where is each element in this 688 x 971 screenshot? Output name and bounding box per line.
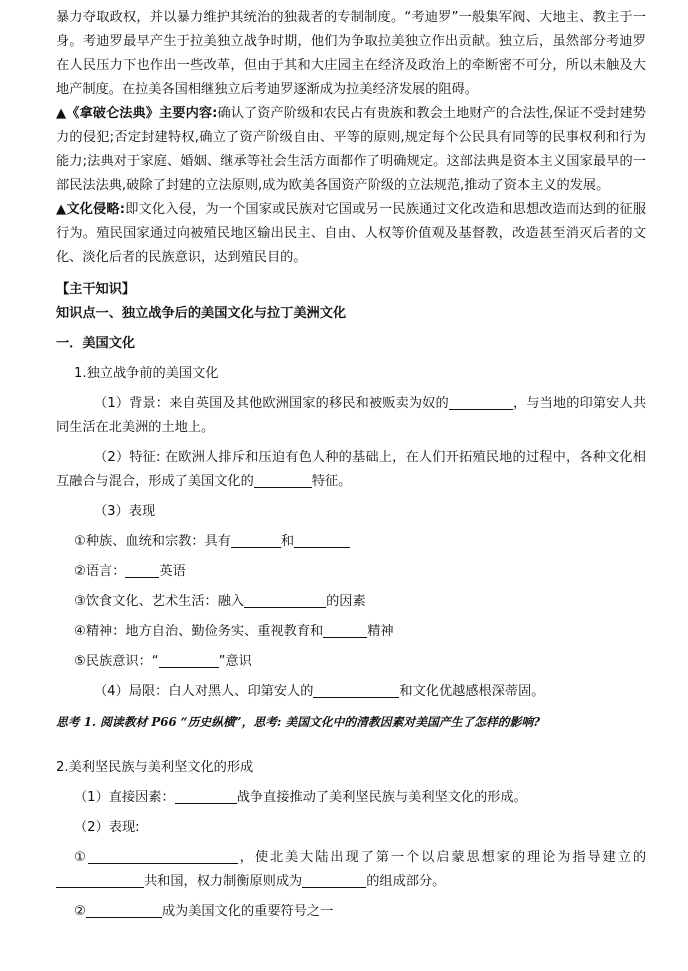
performance-item-language: ②语言： 英语 [74,564,186,579]
napoleonic-code-text: 确认了资产阶级和农民占有贵族和教会土地财产的合法性,保证不受封建势力的侵犯;否定封建特权,确立了资产阶级自由、平等的原则,规定每个公民具有同等的民事权利和行为能力;法典对于家庭、婚姻、继承等社会生活方面都作了明确规定。这部法典是资本主义国家最早的一部民法法典,破除了封建的立法原则,成为欧美各国资产阶级的立法规范,推动了资本主义的发展。 [56,106,646,193]
cultural-invasion-paragraph [56,198,646,270]
think-question-1: 思考 1. 阅读教材 P66 “历史纵横”，思考: 美国文化中的清教因素对美国产生了怎样的影响? [56,715,541,729]
cultural-invasion-text: 即文化入侵，为一个国家或民族对它国或另一民族通过文化改造和思想改造而达到的征服行为。殖民国家通过向被殖民地区输出民主、自由、人权等价值观及基督教，改造甚至消灭后者的文化、淡化后者的民族意识，达到殖民目的。 [56,202,647,265]
formation-item-1: ① ，使北美大陆出现了第一个以启蒙思想家的理论为指导建立的共和国，权力制衡原则成为 的组成部分。 [56,846,646,894]
performance-item-national-consciousness: ⑤民族意识：“ ”意识 [74,654,252,669]
spacer [56,734,646,756]
main-knowledge-heading: 【主干知识】 [56,282,136,297]
fill-blank[interactable] [294,532,350,548]
feature-item: （2）特征: 在欧洲人排斥和压迫有色人种的基础上，在人们开拓殖民地的过程中，各种文化相互融合与混合，形成了美国文化的 特征。 [56,450,646,489]
performance-item-race: ①种族、血统和宗教：具有 和 [56,530,646,554]
fill-blank[interactable] [231,532,281,548]
napoleonic-code-paragraph [56,102,646,198]
fill-blank[interactable] [254,472,312,488]
fill-blank[interactable] [159,652,219,668]
napoleonic-code-label: ▲《拿破仑法典》主要内容: [56,106,218,121]
fill-blank[interactable] [449,394,513,410]
performance-item-food-art: ③饮食文化、艺术生活：融入 的因素 [74,594,366,609]
fill-blank[interactable] [88,848,238,864]
spacer [56,270,646,278]
before-war-title: 1.独立战争前的美国文化 [74,366,219,381]
direct-factor-item: （1）直接因素： 战争直接推动了美利坚民族与美利坚文化的形成。 [74,790,527,805]
formation-title: 2.美利坚民族与美利坚文化的形成 [56,760,254,775]
american-culture-heading: 一．美国文化 [56,336,136,351]
cultural-invasion-label: ▲文化侵略: [56,202,126,217]
fill-blank[interactable] [323,622,367,638]
performance-item-spirit: ④精神：地方自治、勤俭务实、重视教育和 精神 [74,624,394,639]
background-item: （1）背景：来自英国及其他欧洲国家的移民和被贩卖为奴的 ，与当地的印第安人共同生活在北美洲的土地上。 [56,396,646,435]
performance-heading: （3）表现 [94,504,156,519]
limitation-item: （4）局限：白人对黑人、印第安人的 和文化优越感根深蒂固。 [94,684,545,699]
caudillo-paragraph: 暴力夺取政权，并以暴力维护其统治的独裁者的专制制度。“考迪罗”一般集军阀、大地主、教主于一身。考迪罗最早产生于拉美独立战争时期，他们为争取拉美独立作出贡献。独立后，虽然部分考迪罗在人民压力下也作出一些改革，但由于其和大庄园主在经济及政治上的牵断密不可分，所以未触及大地产制度。在拉美各国相继独立后考迪罗逐渐成为拉美经济发展的阻碍。 [56,10,646,97]
fill-blank[interactable] [125,562,159,578]
document-page [56,6,646,930]
fill-blank[interactable] [313,682,399,698]
fill-blank[interactable] [244,592,326,608]
fill-blank[interactable] [175,788,237,804]
formation-item-2: ② 成为美国文化的重要符号之一 [74,904,334,919]
fill-blank[interactable] [86,902,162,918]
fill-blank[interactable] [302,872,366,888]
formation-performance-heading: （2）表现: [74,820,140,835]
knowledge-point-title: 知识点一、独立战争后的美国文化与拉丁美洲文化 [56,306,347,321]
fill-blank[interactable] [56,872,144,888]
